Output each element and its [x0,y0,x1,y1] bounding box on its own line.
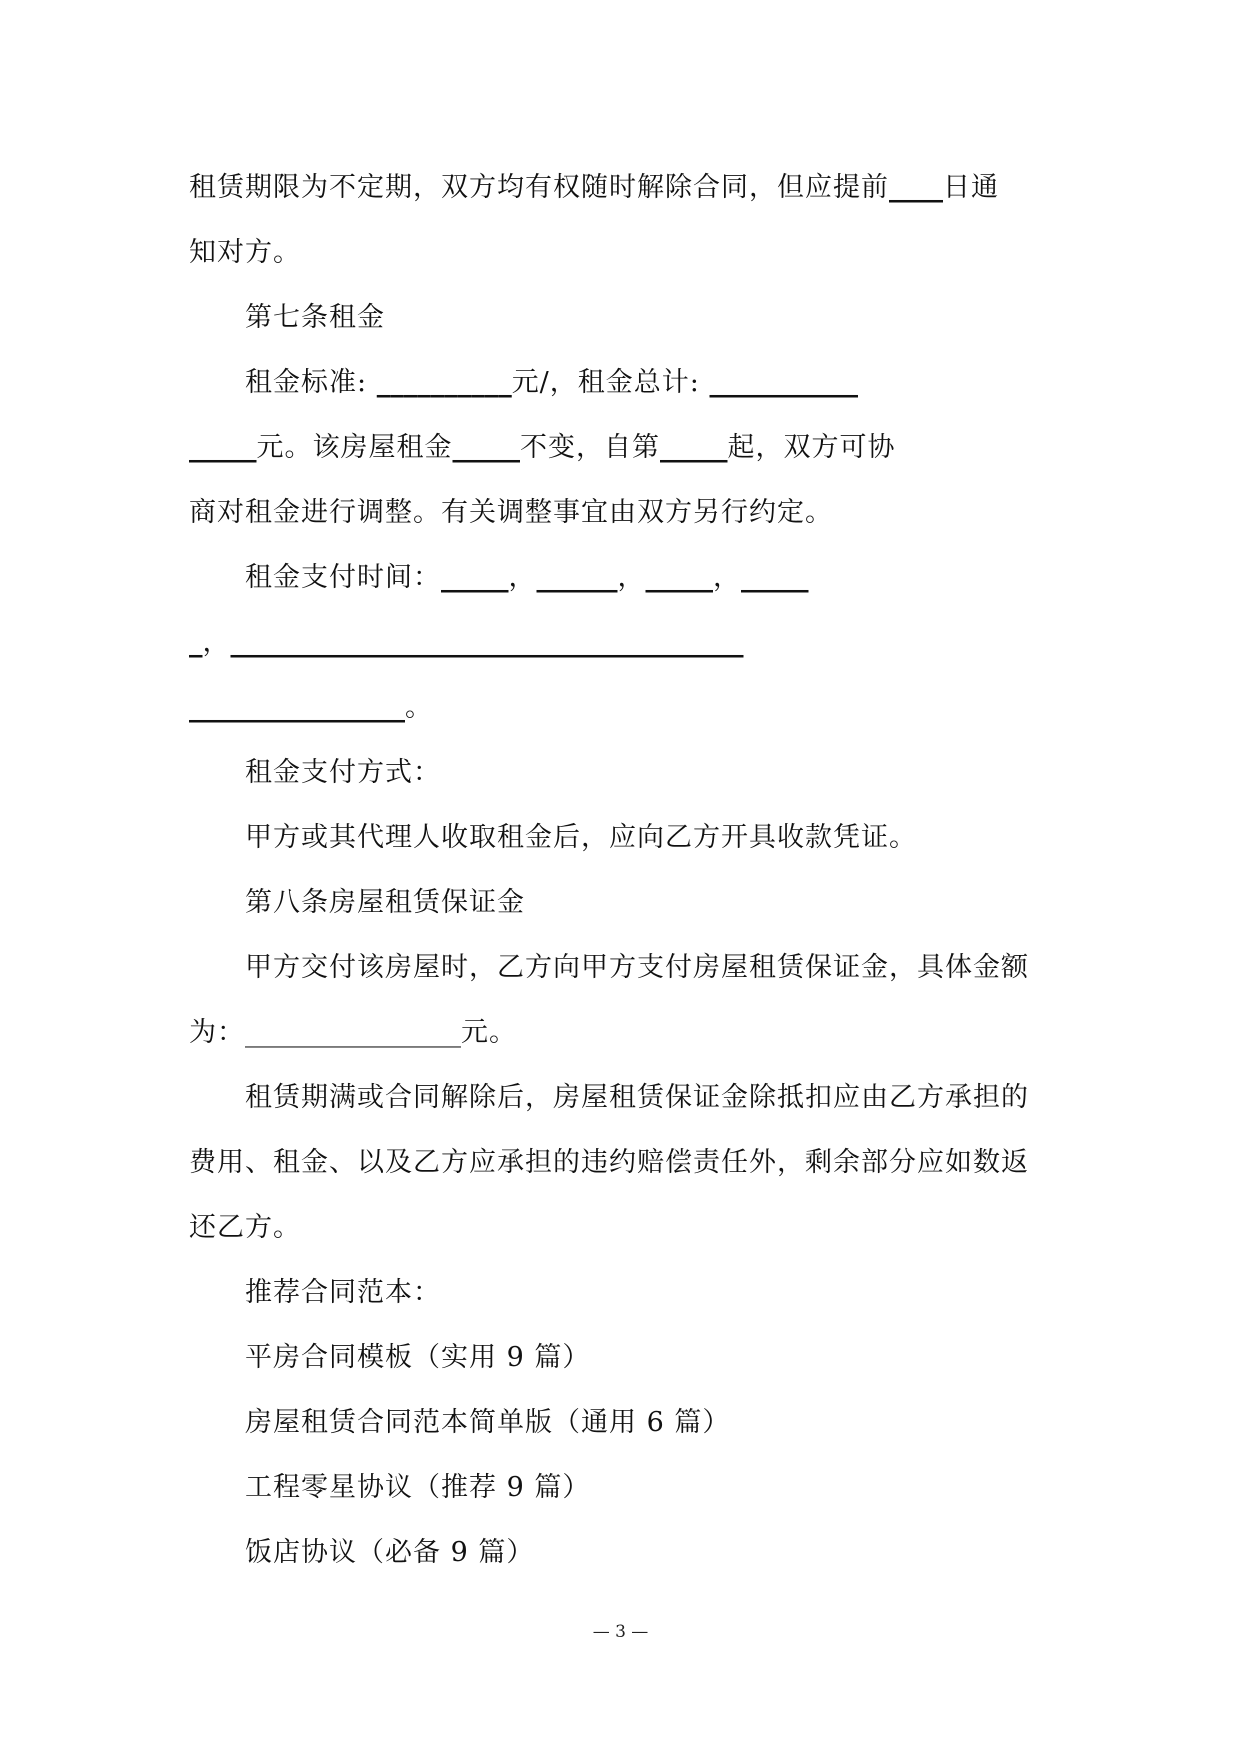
fill-blank[interactable]: ________________ [189,692,405,723]
text-line: _____元。该房屋租金_____不变，自第_____起，双方可协 [189,432,896,463]
text-line: 费用、租金、以及乙方应承担的违约赔偿责任外，剩余部分应如数返 [189,1147,1029,1178]
text-line: 甲方或其代理人收取租金后，应向乙方开具收款凭证。 [245,822,917,853]
text-line: 租金标准: __________元/，租金总计: ___________ [245,367,858,398]
text-line: 租金支付时间：_____，______，_____，_____ [245,562,809,593]
text-line: 知对方。 [189,237,301,268]
fill-blank[interactable]: _____ [189,432,257,463]
text-line: 租赁期满或合同解除后，房屋租赁保证金除抵扣应由乙方承担的 [245,1082,1029,1113]
text-line: 租赁期限为不定期，双方均有权随时解除合同，但应提前____日通 [189,172,999,203]
fill-blank[interactable]: ______________________________________ [230,627,744,658]
text-line: 租金支付方式： [245,757,441,788]
page-number: — 3 — [592,1622,649,1642]
recommended-link[interactable]: 工程零星协议（推荐 9 篇） [245,1472,591,1503]
text-line: _，______________________________________ [189,627,744,658]
fill-blank[interactable]: __________ [376,367,512,398]
fill-blank[interactable]: _____ [452,432,520,463]
section-heading-article-7: 第七条租金 [245,302,385,333]
fill-blank[interactable]: _____ [741,562,809,593]
fill-blank[interactable]: _ [189,627,203,658]
recommended-link[interactable]: 房屋租赁合同范本简单版（通用 6 篇） [245,1407,731,1438]
fill-blank[interactable]: ___________ [709,367,858,398]
text-line: ________________。 [189,692,433,723]
recommended-heading: 推荐合同范本： [245,1277,441,1308]
text-line: 为：________________元。 [189,1017,517,1048]
fill-blank[interactable]: _____ [441,562,509,593]
text-line: 甲方交付该房屋时，乙方向甲方支付房屋租赁保证金，具体金额 [245,952,1029,983]
fill-blank[interactable]: ____ [889,172,943,203]
fill-blank[interactable]: _____ [645,562,713,593]
document-body [189,155,1059,1585]
section-heading-article-8: 第八条房屋租赁保证金 [245,887,525,918]
fill-blank[interactable]: _____ [660,432,728,463]
fill-blank[interactable]: ________________ [245,1017,461,1048]
text-line: 还乙方。 [189,1212,301,1243]
recommended-link[interactable]: 饭店协议（必备 9 篇） [245,1537,535,1568]
recommended-link[interactable]: 平房合同模板（实用 9 篇） [245,1342,591,1373]
text-line: 商对租金进行调整。有关调整事宜由双方另行约定。 [189,497,833,528]
fill-blank[interactable]: ______ [536,562,618,593]
